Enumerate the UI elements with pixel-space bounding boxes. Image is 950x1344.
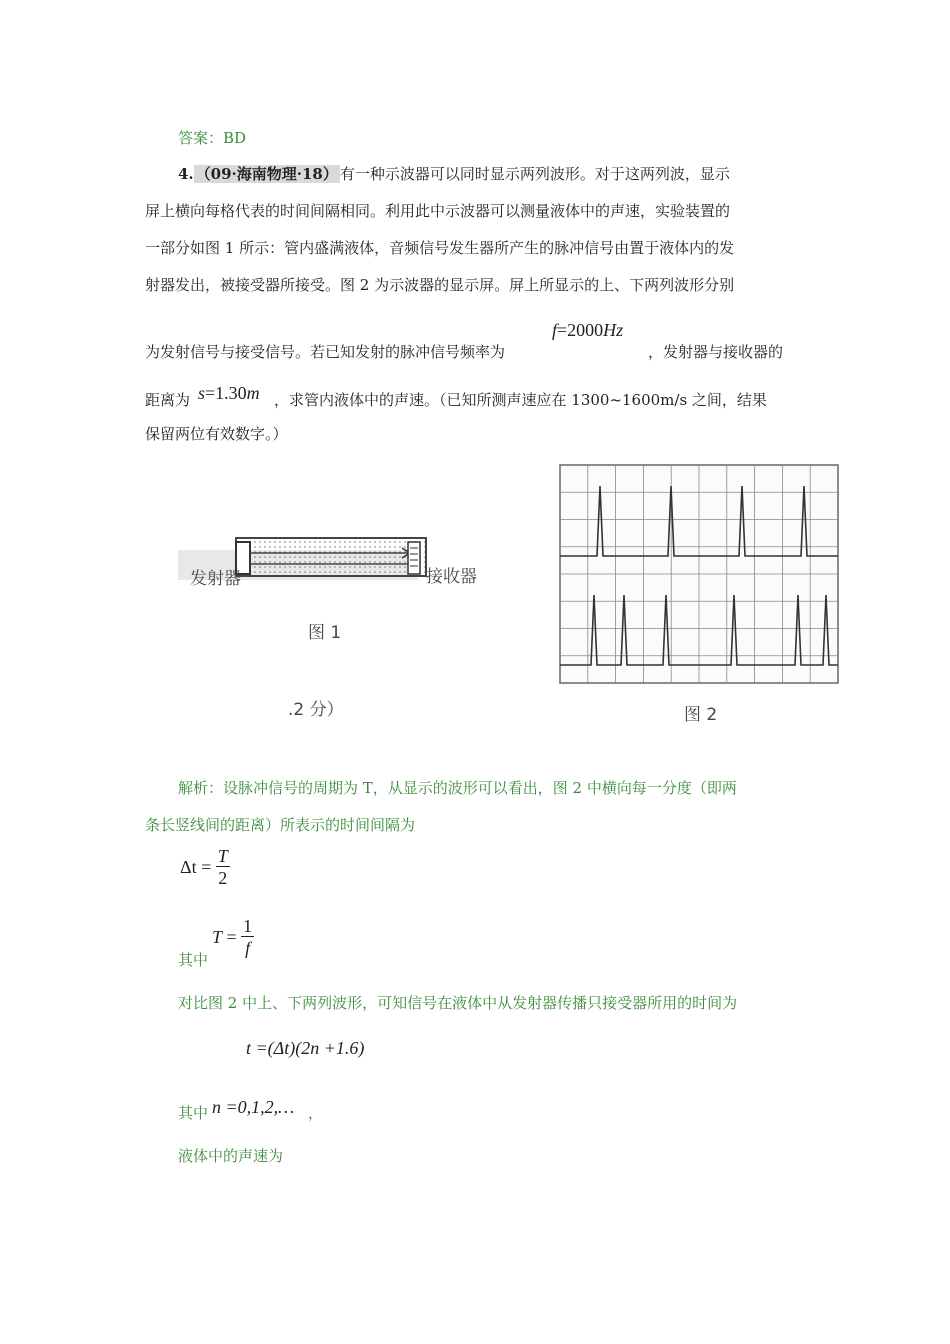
problem-line-7: 保留两位有效数字。）: [145, 425, 288, 443]
equation-time: t =(Δt)(2n +1.6): [246, 1038, 365, 1058]
problem-number: 4.: [178, 165, 194, 183]
answer-line: 答案：BD: [178, 129, 247, 147]
figure-1: [178, 480, 508, 730]
where-label-1: 其中: [178, 951, 209, 969]
where-label-2: 其中: [178, 1104, 209, 1122]
score-note: .2 分）: [288, 700, 344, 720]
problem-line-4: 射器发出，被接受器所接受。图 2 为示波器的显示屏。屏上所显示的上、下两列波形分别: [145, 276, 735, 294]
problem-line-3: 一部分如图 1 所示：管内盛满液体，音频信号发生器所产生的脉冲信号由置于液体内的发: [145, 239, 735, 257]
problem-line-5b: ，发射器与接收器的: [648, 343, 784, 361]
problem-line-5a: 为发射信号与接受信号。若已知发射的脉冲信号频率为: [145, 343, 506, 361]
figure-2: [548, 460, 840, 730]
problem-text-1: 有一种示波器可以同时显示两列波形。对于这两列波，显示: [339, 165, 730, 183]
problem-line-6b: ，求管内液体中的声速。（已知所测声速应在 1300~1600m/s 之间，结果: [274, 391, 767, 409]
receiver-label: 接收器: [426, 567, 477, 587]
frequency-formula: f=2000Hz: [552, 320, 624, 340]
figure-1-caption: 图 1: [308, 623, 342, 643]
problem-source: （09·海南物理·18）: [195, 165, 338, 183]
solution-line-2: 条长竖线间的距离）所表示的时间间隔为: [145, 816, 416, 834]
problem-line-6a: 距离为: [145, 391, 191, 409]
problem-line-2: 屏上横向每格代表的时间间隔相同。利用此中示波器可以测量液体中的声速，实验装置的: [145, 202, 731, 220]
problem-line-1: [178, 164, 730, 184]
solution-line-1: 解析：设脉冲信号的周期为 T，从显示的波形可以看出，图 2 中横向每一分度（即两: [178, 779, 737, 797]
solution-line-3: 对比图 2 中上、下两列波形，可知信号在液体中从发射器传播只接受器所用的时间为: [178, 994, 738, 1012]
equation-n-values: n =0,1,2,…: [212, 1097, 295, 1117]
apparatus-drawing: [178, 480, 508, 730]
figure-2-caption: 图 2: [684, 705, 718, 725]
where-comma: ，: [308, 1104, 324, 1122]
oscilloscope-screen: [548, 460, 840, 690]
distance-formula: s=1.30m: [198, 383, 260, 403]
equation-period: T = $\frac{1}{f}$: [212, 916, 253, 958]
emitter-label: 发射器: [190, 569, 241, 589]
solution-line-4: 液体中的声速为: [178, 1147, 284, 1165]
equation-delta-t: Δt = $\frac{T}{2}$: [180, 846, 228, 888]
